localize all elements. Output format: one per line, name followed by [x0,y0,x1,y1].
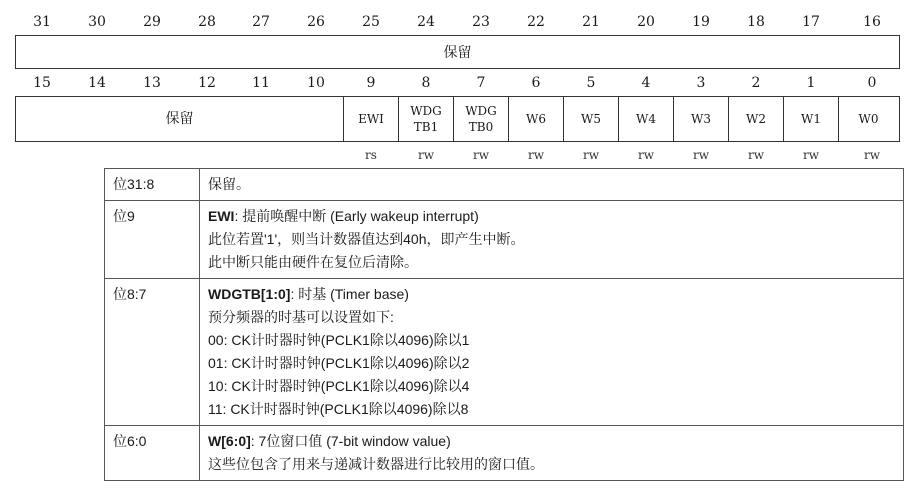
field-w5: W5 [563,97,618,141]
bit-number: 8 [421,75,431,91]
bit-number: 10 [307,75,325,91]
bit-number: 13 [143,75,161,91]
access-label: rw [637,148,654,162]
bit-range-cell: 位8:7 [105,279,200,426]
field-heading [208,205,895,228]
field-summary: : 提前唤醒中断 (Early wakeup interrupt) [234,208,479,224]
access-label: rw [863,148,880,162]
upper-register-row [15,35,900,69]
description-line: 预分频器的时基可以设置如下: [208,309,394,325]
description-cell [200,201,904,279]
description-line: 保留。 [208,176,250,192]
access-label: rw [747,148,764,162]
bit-number: 27 [252,14,270,30]
bit-number: 19 [692,14,710,30]
bit-number: 29 [143,14,161,30]
lower-register-row [15,96,900,142]
field-w4: W4 [618,97,673,141]
field-ewi: EWI [343,97,398,141]
bit-number: 30 [88,14,106,30]
field-heading [208,430,895,453]
field-w2: W2 [728,97,783,141]
description-cell [200,426,904,481]
description-line: 此中断只能由硬件在复位后清除。 [208,254,418,270]
bit-number: 16 [863,14,881,30]
bit-number: 21 [582,14,600,30]
description-line: 01: CK计时器时钟(PCLK1除以4096)除以2 [208,355,470,371]
bit-number: 6 [531,75,541,91]
access-label: rw [527,148,544,162]
field-w3: W3 [673,97,728,141]
field-wdgtb1: WDG TB1 [398,97,453,141]
bit-number: 0 [867,75,877,91]
field-name: WDGTB[1:0] [208,286,291,302]
access-label: rw [582,148,599,162]
lower-reserved-field: 保留 [165,111,194,127]
bit-number: 17 [802,14,820,30]
bit-number: 4 [641,75,651,91]
description-line: 此位若置'1'，则当计数器值达到40h，即产生中断。 [208,231,525,247]
table-row [105,279,904,426]
bit-number: 28 [198,14,216,30]
access-label: rw [472,148,489,162]
field-heading [208,283,895,306]
bit-range-cell: 位6:0 [105,426,200,481]
field-summary: : 时基 (Timer base) [290,286,409,302]
access-label: rw [802,148,819,162]
bit-description-table [104,168,904,481]
description-cell [200,169,904,201]
description-line: 00: CK计时器时钟(PCLK1除以4096)除以1 [208,332,470,348]
field-name: W[6:0] [208,433,251,449]
bit-number: 2 [751,75,761,91]
table-row [105,201,904,279]
bit-number: 12 [198,75,216,91]
bit-number: 1 [806,75,816,91]
bit-range-cell: 位31:8 [105,169,200,201]
bit-number: 5 [586,75,596,91]
table-row [105,426,904,481]
description-cell [200,279,904,426]
description-line: 11: CK计时器时钟(PCLK1除以4096)除以8 [208,401,469,417]
access-label: rs [365,148,377,162]
field-w0: W0 [838,97,898,141]
bit-number: 26 [307,14,325,30]
access-label: rw [692,148,709,162]
bit-range-cell: 位9 [105,201,200,279]
bit-number: 3 [696,75,706,91]
bit-number: 9 [366,75,376,91]
bit-number: 14 [88,75,106,91]
field-name: EWI [208,208,235,224]
bit-number: 23 [472,14,490,30]
bit-number: 18 [747,14,765,30]
table-row [105,169,904,201]
field-w1: W1 [783,97,838,141]
field-summary: : 7位窗口值 (7-bit window value) [250,433,451,449]
bit-number: 7 [476,75,486,91]
description-line: 这些位包含了用来与递减计数器进行比较用的窗口值。 [208,456,544,472]
bit-number: 15 [33,75,51,91]
bit-number: 31 [33,14,51,30]
access-label: rw [417,148,434,162]
description-line: 10: CK计时器时钟(PCLK1除以4096)除以4 [208,378,470,394]
bit-number: 22 [527,14,545,30]
upper-reserved-label: 保留 [443,45,472,61]
bit-number: 20 [637,14,655,30]
bit-number: 25 [362,14,380,30]
bit-number: 11 [252,75,270,91]
field-w6: W6 [508,97,563,141]
bit-number: 24 [417,14,435,30]
field-wdgtb0: WDG TB0 [453,97,508,141]
